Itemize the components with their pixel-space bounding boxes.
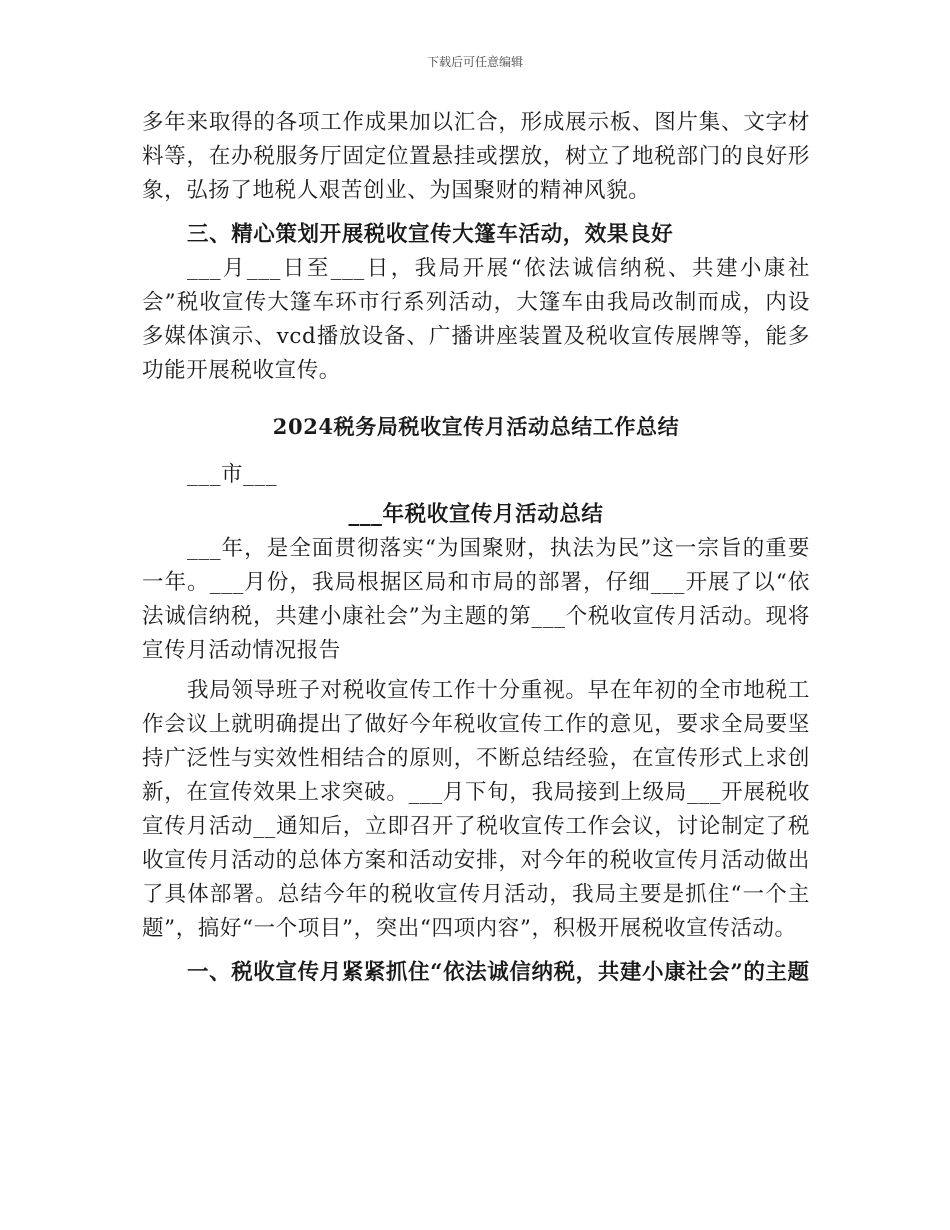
paragraph-year-overview: ___年，是全面贯彻落实“为国聚财，执法为民”这一宗旨的重要一年。___月份，我局根据区局和市局的部署，仔细___开展了以“依法诚信纳税，共建小康社会”为主题的第___个税收宣传月活动。现将宣传月活动情况报告 <box>142 536 810 663</box>
city-line: ___市___ <box>187 462 278 487</box>
page-header: 下载后可任意编辑 <box>426 55 523 69</box>
section-heading-one: 一、税收宣传月紧紧抓住“依法诚信纳税，共建小康社会”的主题 <box>187 960 810 985</box>
paragraph-caravan-activity: ___月___日至___日，我局开展“依法诚信纳税、共建小康社会”税收宣传大篷车环市行系列活动，大篷车由我局改制而成，内设多媒体演示、vcd播放设备、广播讲座装置及税收宣传展牌等，能多功能开展税收宣传。 <box>142 256 810 383</box>
section-heading-three: 三、精心策划开展税收宣传大篷车活动，效果良好 <box>187 222 674 247</box>
paragraph-leadership: 我局领导班子对税收宣传工作十分重视。早在年初的全市地税工作会议上就明确提出了做好今年税收宣传工作的意见，要求全局要坚持广泛性与实效性相结合的原则，不断总结经验，在宣传形式上求创新，在宣传效果上求突破。___月下旬，我局接到上级局___开展税收宣传月活动__通知后，立即召开了税收宣传工作会议，讨论制定了税收宣传月活动的总体方案和活动安排，对今年的税收宣传月活动做出了具体部署。总结今年的税收宣传月活动，我局主要是抓住“一个主题”，搞好“一个项目”，突出“四项内容”，积极开展税收宣传活动。 <box>142 678 810 941</box>
paragraph-results-display: 多年来取得的各项工作成果加以汇合，形成展示板、图片集、文字材料等，在办税服务厅固定位置悬挂或摆放，树立了地税部门的良好形象，弘扬了地税人艰苦创业、为国聚财的精神风貌。 <box>142 110 810 203</box>
document-body <box>142 106 810 990</box>
document-title: 2024税务局税收宣传月活动总结工作总结 <box>272 414 680 439</box>
document-subtitle: ___年税收宣传月活动总结 <box>348 502 604 527</box>
